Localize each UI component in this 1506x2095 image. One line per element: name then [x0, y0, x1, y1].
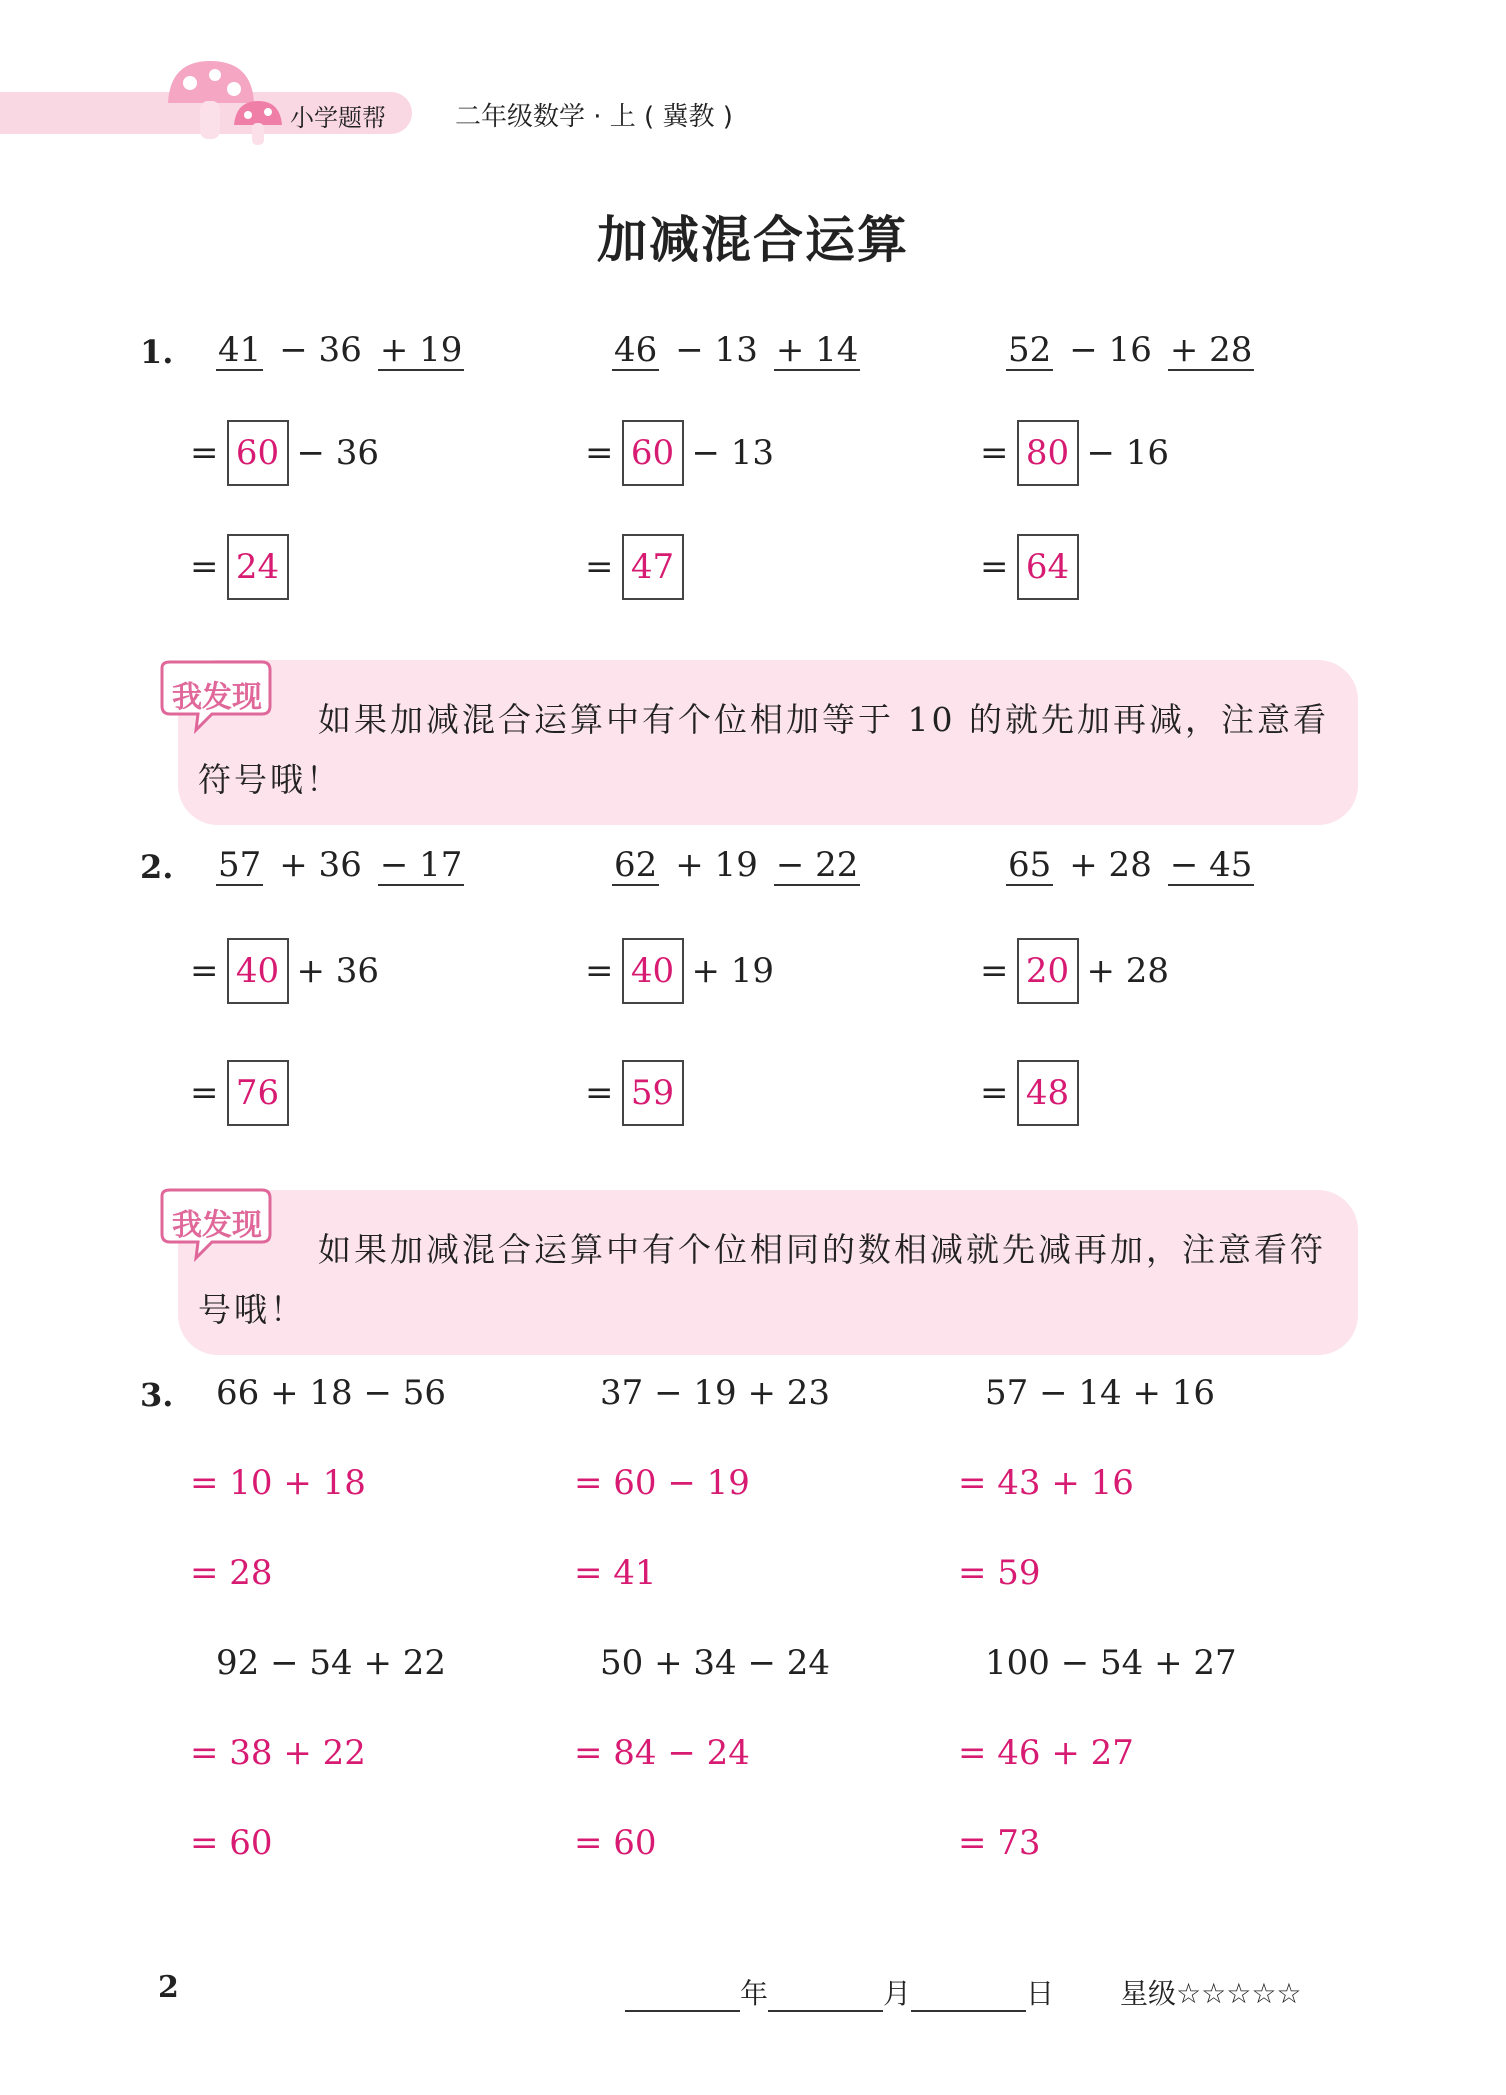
q2-result-3: = 48: [980, 1060, 1087, 1126]
q3-expr: 100 − 54 + 27: [985, 1643, 1237, 1683]
q3-step: = 38 + 22: [190, 1733, 366, 1773]
q2-step-1: = 40 + 36: [190, 938, 379, 1004]
year-blank[interactable]: [625, 1984, 740, 2012]
q3-result: = 59: [958, 1553, 1041, 1593]
page-number: 2: [158, 1970, 179, 2005]
answer-box: 64: [1017, 534, 1079, 600]
q3-step: = 46 + 27: [958, 1733, 1134, 1773]
q2-expr-1: 57 + 36 − 17: [218, 845, 463, 885]
answer-box: 24: [227, 534, 289, 600]
tip-label: 我发现: [172, 1208, 262, 1243]
star-icons[interactable]: ☆☆☆☆☆: [1176, 1977, 1302, 2010]
q1-expr-3: 52 − 16 + 28: [1008, 330, 1253, 370]
answer-box: 60: [227, 420, 289, 486]
answer-box: 40: [622, 938, 684, 1004]
q2-result-2: = 59: [585, 1060, 692, 1126]
q1-result-1: = 24: [190, 534, 297, 600]
q3-step: = 60 − 19: [574, 1463, 750, 1503]
page-title: 加减混合运算: [597, 210, 909, 269]
book-title: 二年级数学 · 上 ( 冀教 ): [455, 102, 733, 132]
q3-result: = 41: [574, 1553, 657, 1593]
q2-expr-3: 65 + 28 − 45: [1008, 845, 1253, 885]
q3-expr: 66 + 18 − 56: [216, 1373, 446, 1413]
question-number: 1.: [140, 333, 174, 371]
star-rating: 星级☆☆☆☆☆: [1120, 1977, 1302, 2010]
answer-box: 76: [227, 1060, 289, 1126]
q1-result-3: = 64: [980, 534, 1087, 600]
answer-box: 80: [1017, 420, 1079, 486]
question-number: 3.: [140, 1376, 174, 1414]
tip-text: 如果加减混合运算中有个位相加等于 10 的就先加再减，注意看符号哦！: [198, 700, 1329, 799]
q1-step-3: = 80 − 16: [980, 420, 1169, 486]
q3-result: = 60: [190, 1823, 273, 1863]
q3-expr: 92 − 54 + 22: [216, 1643, 446, 1683]
q1-expr-2: 46 − 13 + 14: [614, 330, 859, 370]
answer-box: 47: [622, 534, 684, 600]
tip-label: 我发现: [172, 680, 262, 715]
q2-expr-2: 62 + 19 − 22: [614, 845, 859, 885]
answer-box: 59: [622, 1060, 684, 1126]
q3-result: = 73: [958, 1823, 1041, 1863]
q3-expr: 37 − 19 + 23: [600, 1373, 830, 1413]
q3-step: = 10 + 18: [190, 1463, 366, 1503]
answer-box: 60: [622, 420, 684, 486]
tip-text: 如果加减混合运算中有个位相同的数相减就先减再加，注意看符号哦！: [198, 1230, 1326, 1329]
answer-box: 20: [1017, 938, 1079, 1004]
question-number: 2.: [140, 848, 174, 886]
q2-result-1: = 76: [190, 1060, 297, 1126]
q3-step: = 43 + 16: [958, 1463, 1134, 1503]
q1-step-2: = 60 − 13: [585, 420, 774, 486]
answer-box: 40: [227, 938, 289, 1004]
month-blank[interactable]: [768, 1984, 883, 2012]
q1-step-1: = 60 − 36: [190, 420, 379, 486]
q2-step-2: = 40 + 19: [585, 938, 774, 1004]
date-line: 年 月 日: [625, 1972, 1054, 2012]
q3-expr: 57 − 14 + 16: [985, 1373, 1215, 1413]
q3-step: = 84 − 24: [574, 1733, 750, 1773]
day-blank[interactable]: [911, 1984, 1026, 2012]
q3-result: = 28: [190, 1553, 273, 1593]
q1-result-2: = 47: [585, 534, 692, 600]
mushroom-icon: [160, 55, 300, 150]
brand-label: 小学题帮: [290, 104, 386, 132]
q1-expr-1: 41 − 36 + 19: [218, 330, 463, 370]
q3-result: = 60: [574, 1823, 657, 1863]
answer-box: 48: [1017, 1060, 1079, 1126]
q3-expr: 50 + 34 − 24: [600, 1643, 830, 1683]
q2-step-3: = 20 + 28: [980, 938, 1169, 1004]
